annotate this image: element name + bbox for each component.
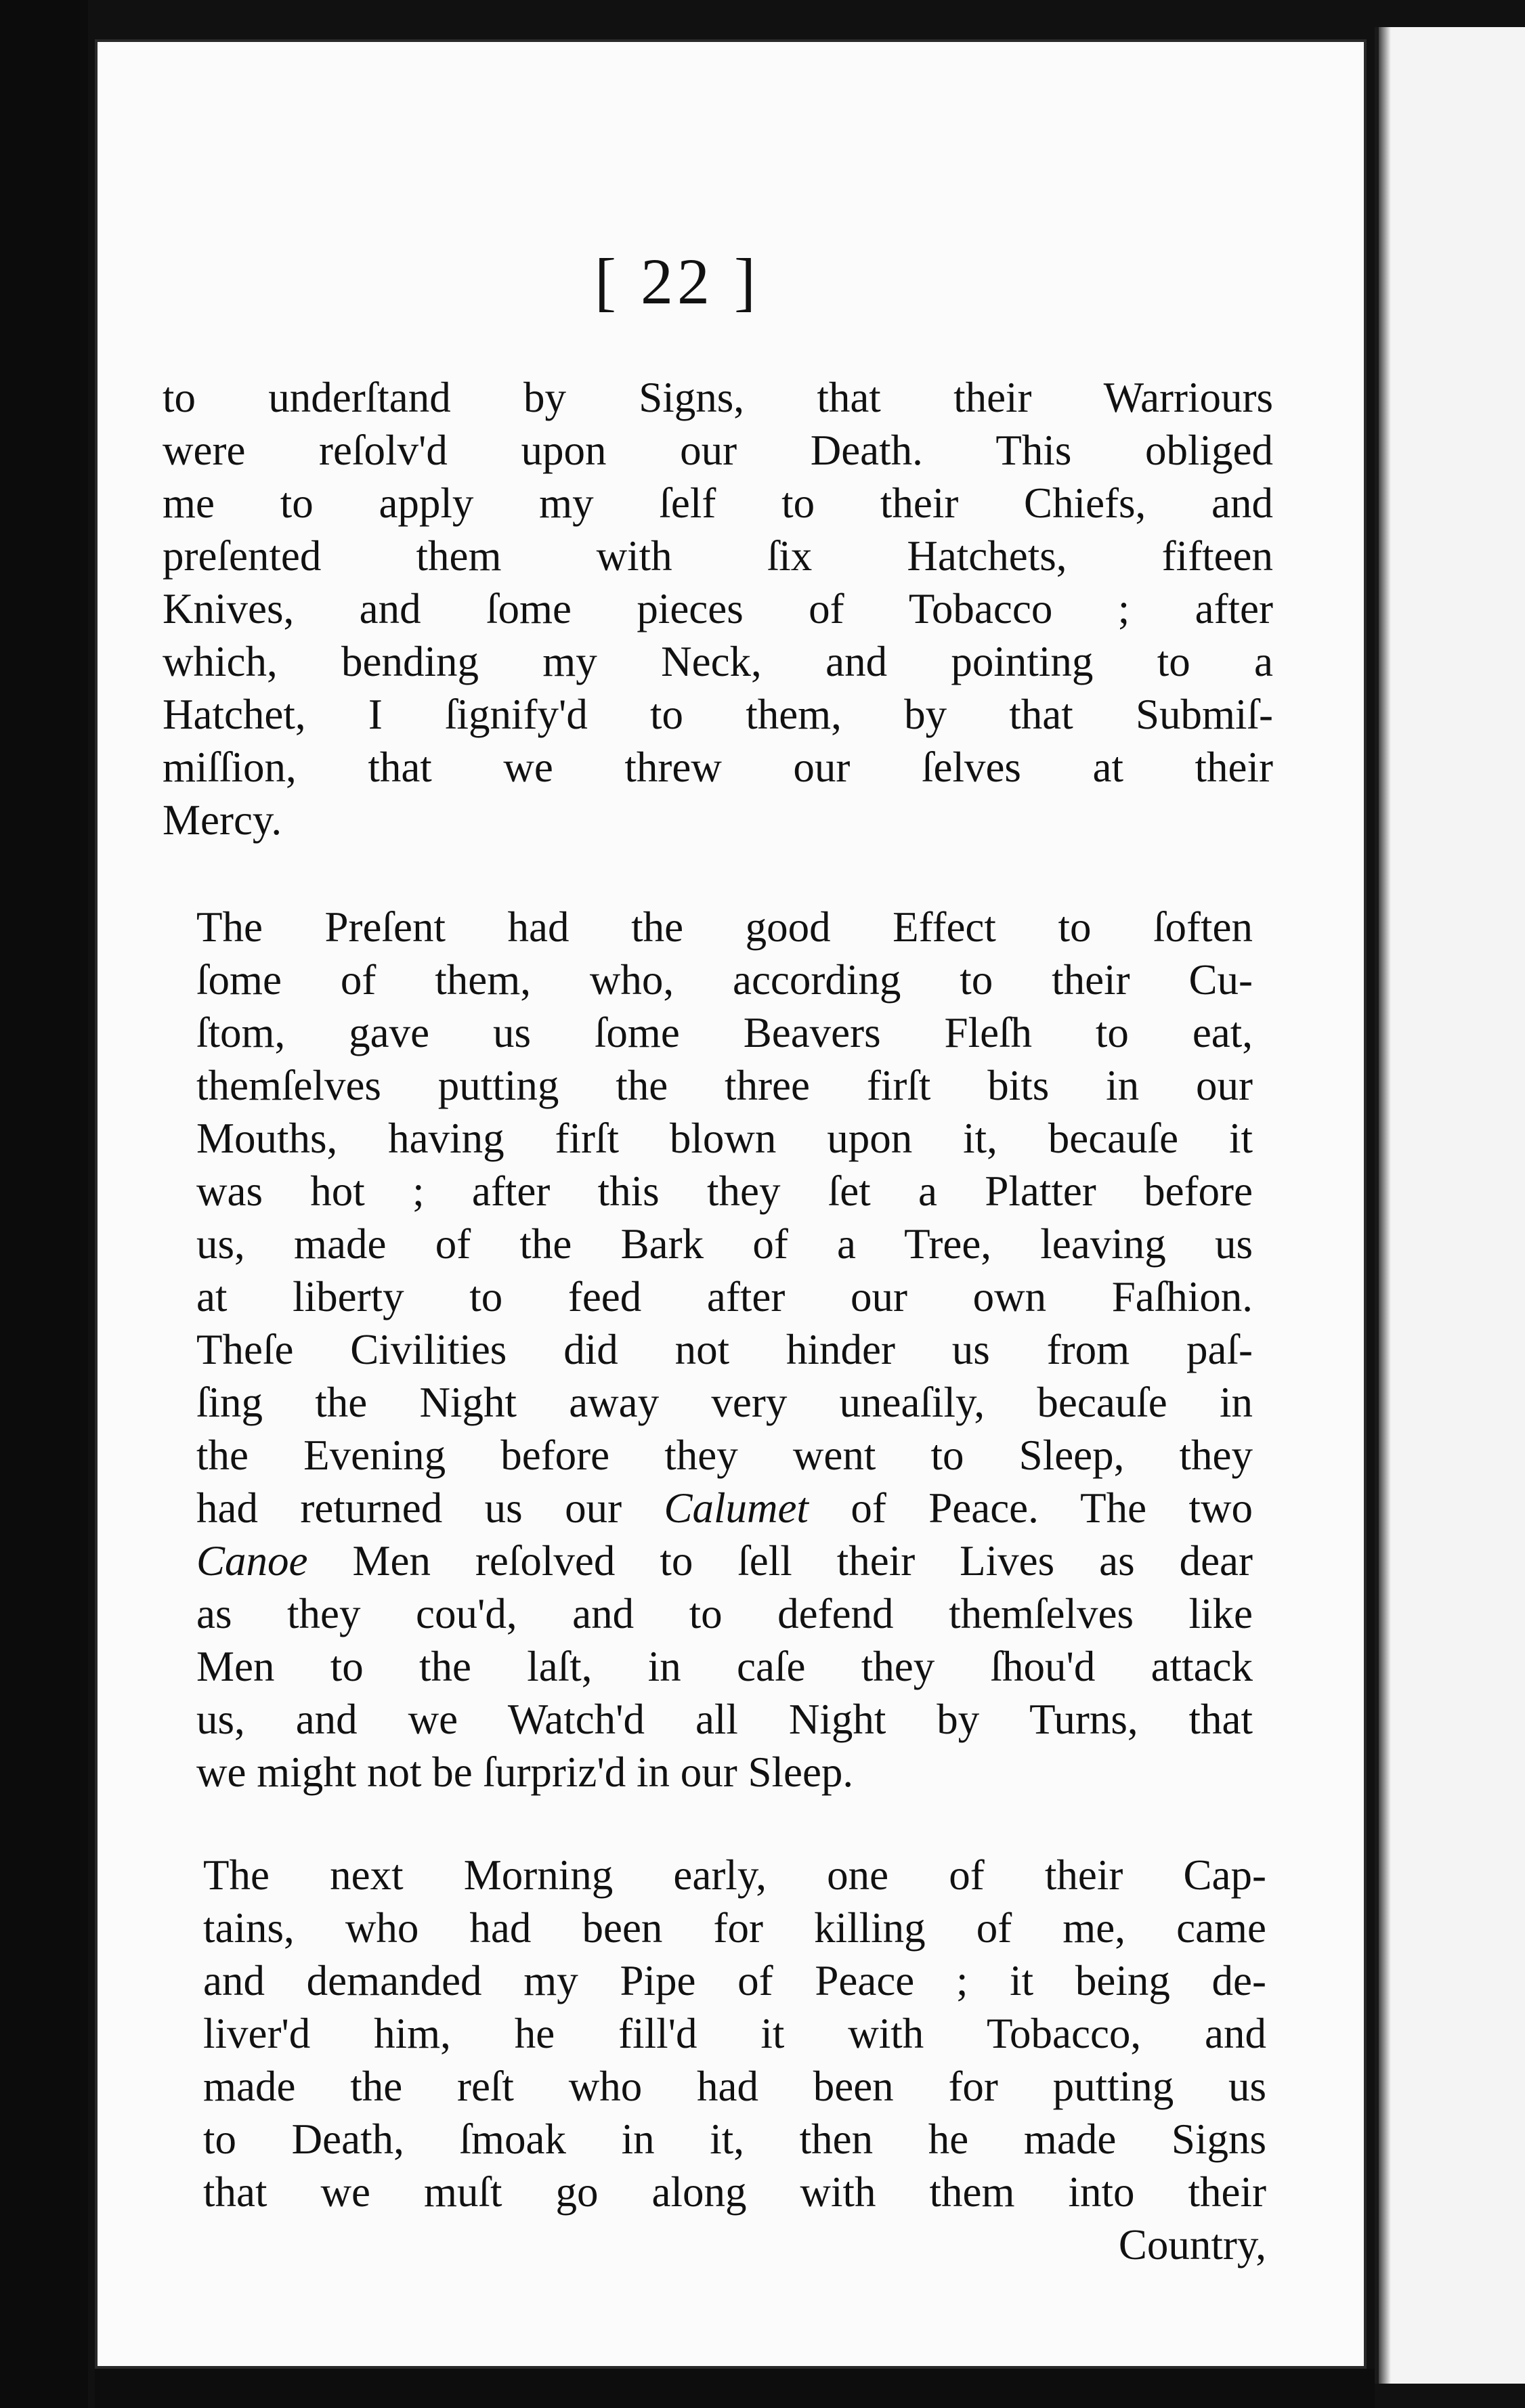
text-line: Theſe Civilities did not hinder us from paſ- xyxy=(196,1326,1253,1373)
text-line: tains, who had been for killing of me, came xyxy=(203,1904,1266,1952)
text-line: ſome of them, who, according to their Cu- xyxy=(196,956,1253,1004)
text-segment: had returned us our xyxy=(196,1484,664,1532)
text-line: the Evening before they went to Sleep, they xyxy=(196,1432,1253,1479)
italic-word-calumet: Calumet xyxy=(664,1484,809,1532)
text-segment: of Peace. The two xyxy=(808,1484,1253,1532)
text-line: to Death, ſmoak in it, then he made Signs xyxy=(203,2115,1266,2163)
text-line: The Preſent had the good Effect to ſoften xyxy=(196,903,1253,951)
text-line: were reſolv'd upon our Death. This obliged xyxy=(163,427,1273,474)
italic-word-canoe: Canoe xyxy=(196,1537,308,1585)
paragraph-3 xyxy=(203,1849,1266,2271)
text-segment: Men reſolved to ſell their Lives as dear xyxy=(307,1537,1253,1585)
facing-page-edge xyxy=(1375,27,1525,2384)
text-line: Mouths, having firſt blown upon it, becauſe it xyxy=(196,1115,1253,1162)
text-line-calumet xyxy=(196,1482,1253,1534)
text-line: miſſion, that we threw our ſelves at their xyxy=(163,744,1273,791)
text-line: Mercy. xyxy=(163,796,282,844)
text-line: that we muſt go along with them into their xyxy=(203,2168,1266,2216)
text-line: us, made of the Bark of a Tree, leaving us xyxy=(196,1220,1253,1268)
text-line: we might not be ſurpriz'd in our Sleep. xyxy=(196,1748,854,1796)
scan-border xyxy=(0,0,88,2408)
scan-bottom-border xyxy=(95,2369,1375,2408)
text-line: Knives, and ſome pieces of Tobacco ; after xyxy=(163,585,1273,632)
text-line-canoe xyxy=(196,1534,1253,1587)
text-line: Hatchet, I ſignify'd to them, by that Submiſ- xyxy=(163,691,1273,738)
text-line: The next Morning early, one of their Cap- xyxy=(203,1851,1266,1899)
text-line: me to apply my ſelf to their Chiefs, and xyxy=(163,479,1273,527)
text-line: liver'd him, he fill'd it with Tobacco, and xyxy=(203,2010,1266,2057)
text-line: ſtom, gave us ſome Beavers Fleſh to eat, xyxy=(196,1009,1253,1056)
text-line: at liberty to feed after our own Faſhion. xyxy=(196,1273,1253,1320)
text-line: which, bending my Neck, and pointing to a xyxy=(163,638,1273,685)
catchword: Country, xyxy=(1118,2221,1266,2269)
text-line: made the reſt who had been for putting us xyxy=(203,2063,1266,2110)
text-line: preſented them with ſix Hatchets, fifteen xyxy=(163,532,1273,580)
text-line: us, and we Watch'd all Night by Turns, that xyxy=(196,1696,1253,1743)
paragraph-1 xyxy=(163,371,1273,846)
text-line: and demanded my Pipe of Peace ; it being de- xyxy=(203,1957,1266,2004)
text-line: was hot ; after this they ſet a Platter before xyxy=(196,1167,1253,1215)
text-line: themſelves putting the three firſt bits in our xyxy=(196,1062,1253,1109)
gutter-shadow xyxy=(1379,27,1391,2384)
text-line: ſing the Night away very uneaſily, becauſe in xyxy=(196,1379,1253,1426)
text-line: to underſtand by Signs, that their Warriours xyxy=(163,374,1273,421)
text-line: as they cou'd, and to defend themſelves like xyxy=(196,1590,1253,1637)
page-number: [ 22 ] xyxy=(595,245,760,318)
text-line: Men to the laſt, in caſe they ſhou'd attack xyxy=(196,1643,1253,1690)
paragraph-2 xyxy=(196,901,1253,1799)
